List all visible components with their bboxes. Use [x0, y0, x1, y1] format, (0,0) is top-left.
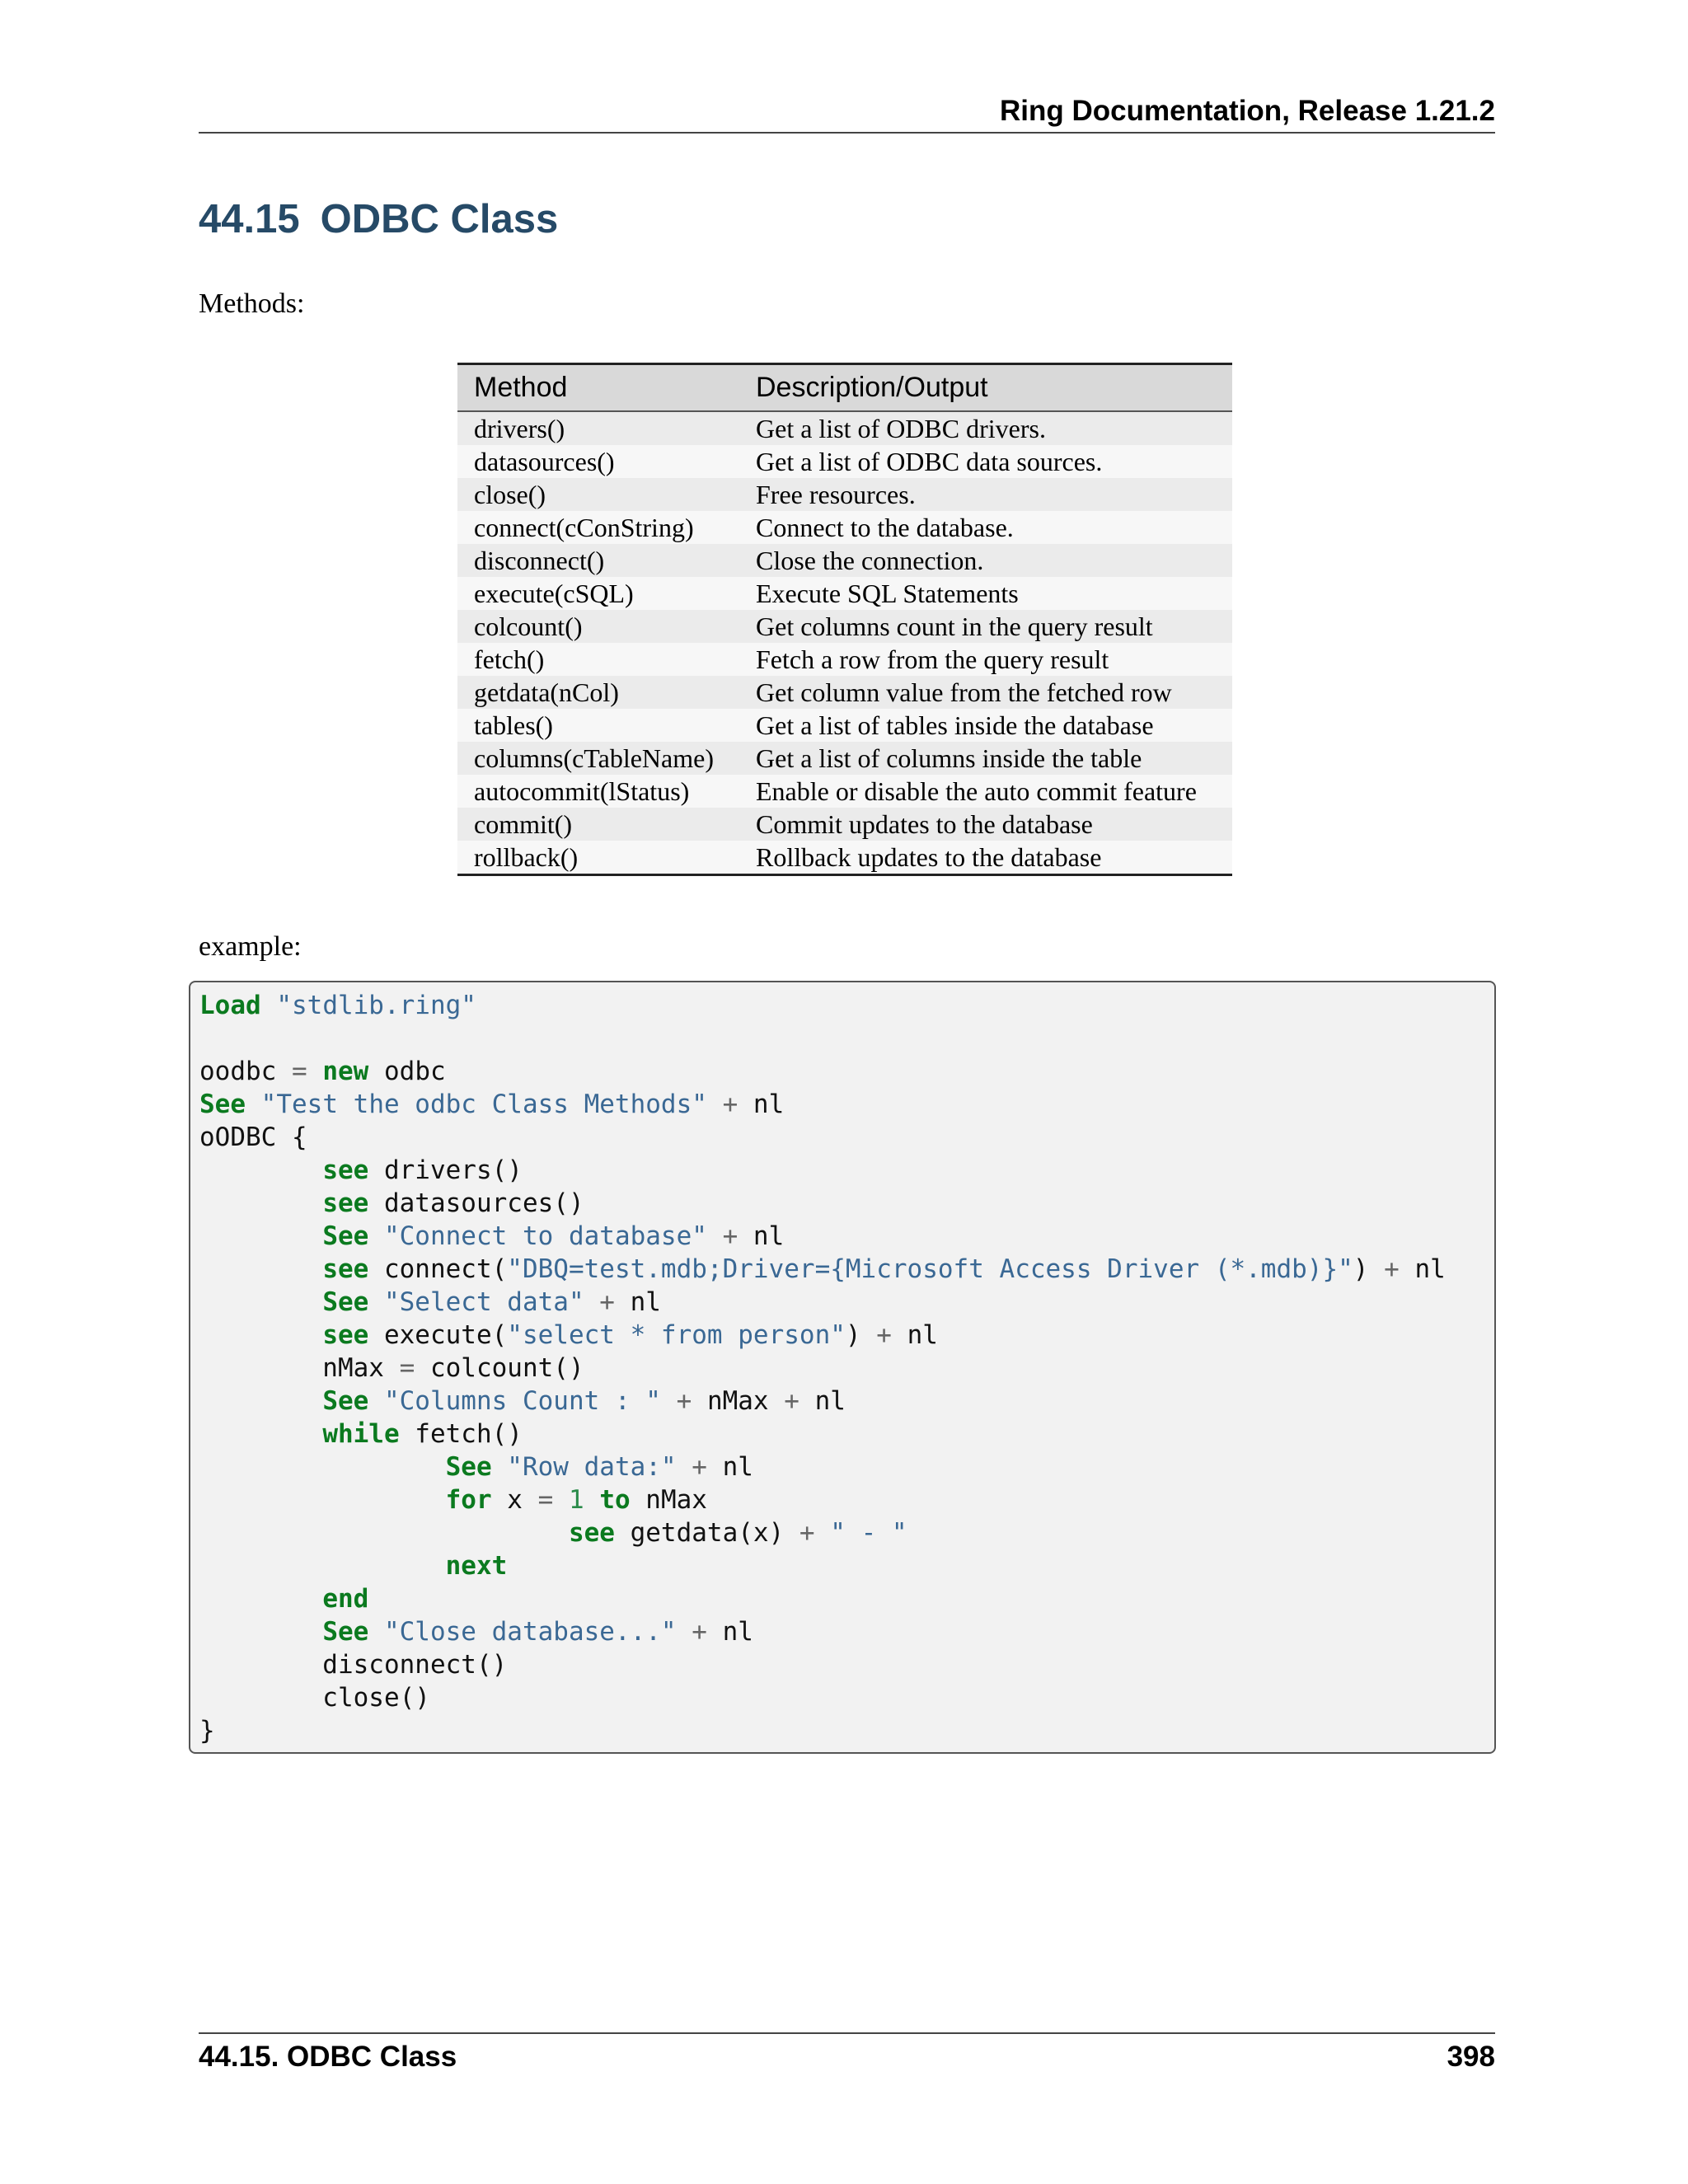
- code-line: [199, 1022, 1494, 1055]
- code-token: [199, 1221, 322, 1251]
- method-cell: autocommit(lStatus): [457, 775, 739, 808]
- code-token: end: [322, 1584, 369, 1614]
- description-cell: Close the connection.: [739, 544, 1232, 577]
- description-cell: Get a list of columns inside the table: [739, 742, 1232, 775]
- code-token: See: [322, 1386, 369, 1416]
- section-title: ODBC Class: [320, 197, 559, 241]
- code-token: execute(: [368, 1320, 508, 1350]
- code-token: [199, 1386, 322, 1416]
- code-token: +: [722, 1090, 738, 1119]
- table-row: [457, 841, 1232, 875]
- description-cell: Fetch a row from the query result: [739, 643, 1232, 676]
- code-token: while: [322, 1419, 400, 1449]
- description-cell: Get a list of ODBC drivers.: [739, 411, 1232, 445]
- code-line: [199, 1681, 1494, 1714]
- code-token: Load: [199, 991, 261, 1020]
- code-token: +: [599, 1287, 615, 1317]
- code-token: nMax: [630, 1485, 707, 1515]
- code-token: [307, 1057, 323, 1086]
- code-token: drivers(): [368, 1155, 523, 1185]
- code-example: [189, 981, 1496, 1754]
- code-token: "Columns Count : ": [383, 1386, 661, 1416]
- code-line: [199, 1648, 1494, 1681]
- code-token: see: [322, 1254, 369, 1284]
- code-line: [199, 1451, 1494, 1483]
- column-header-method: Method: [457, 364, 739, 412]
- code-token: [677, 1452, 692, 1482]
- code-token: [815, 1518, 831, 1548]
- code-token: +: [799, 1518, 815, 1548]
- table-row: [457, 643, 1232, 676]
- code-token: [199, 1419, 322, 1449]
- code-line: [199, 1714, 1494, 1747]
- code-line: [199, 1582, 1494, 1615]
- code-token: [199, 1320, 322, 1350]
- code-token: ): [845, 1320, 877, 1350]
- code-token: See: [199, 1090, 246, 1119]
- code-line: [199, 1516, 1494, 1549]
- code-line: [199, 1615, 1494, 1648]
- column-header-description: Description/Output: [739, 364, 1232, 412]
- code-token: [199, 1188, 322, 1218]
- code-token: nl: [706, 1617, 753, 1647]
- code-token: disconnect(): [199, 1650, 508, 1680]
- code-token: +: [676, 1386, 692, 1416]
- code-token: [368, 1617, 384, 1647]
- method-cell: getdata(nCol): [457, 676, 739, 709]
- code-token: "Select data": [383, 1287, 584, 1317]
- code-token: nMax: [692, 1386, 785, 1416]
- section-heading: [199, 194, 558, 244]
- method-cell: execute(cSQL): [457, 577, 739, 610]
- code-token: [199, 1254, 322, 1284]
- method-cell: columns(cTableName): [457, 742, 739, 775]
- code-token: nl: [706, 1452, 753, 1482]
- code-token: new: [322, 1057, 369, 1086]
- code-line: [199, 1055, 1494, 1088]
- method-cell: drivers(): [457, 411, 739, 445]
- code-token: "Connect to database": [383, 1221, 707, 1251]
- code-token: datasources(): [368, 1188, 584, 1218]
- footer-section-title: 44.15. ODBC Class: [199, 2041, 457, 2073]
- code-line: [199, 1352, 1494, 1385]
- table-row: [457, 511, 1232, 544]
- code-line: [199, 1418, 1494, 1451]
- code-token: [199, 1452, 446, 1482]
- code-token: [368, 1386, 384, 1416]
- method-cell: disconnect(): [457, 544, 739, 577]
- code-token: [677, 1617, 692, 1647]
- code-token: odbc: [368, 1057, 446, 1086]
- table-row: [457, 808, 1232, 841]
- code-token: =: [291, 1057, 307, 1086]
- code-token: see: [322, 1155, 369, 1185]
- code-token: x: [491, 1485, 538, 1515]
- code-token: colcount(): [415, 1353, 584, 1383]
- code-line: [199, 1121, 1494, 1154]
- code-token: [199, 1617, 322, 1647]
- code-token: +: [692, 1617, 707, 1647]
- code-token: nl: [799, 1386, 846, 1416]
- page-header: [199, 92, 1495, 134]
- code-token: [246, 1090, 261, 1119]
- code-token: [492, 1452, 508, 1482]
- code-token: nl: [614, 1287, 661, 1317]
- table-row: [457, 742, 1232, 775]
- code-token: [553, 1485, 569, 1515]
- table-row: [457, 478, 1232, 511]
- code-token: See: [322, 1287, 369, 1317]
- code-token: =: [537, 1485, 554, 1515]
- code-line: [199, 1549, 1494, 1582]
- code-token: oodbc: [199, 1057, 292, 1086]
- description-cell: Get columns count in the query result: [739, 610, 1232, 643]
- code-token: [261, 991, 277, 1020]
- table-row: [457, 610, 1232, 643]
- example-label: example:: [199, 931, 302, 962]
- code-token: [199, 1485, 446, 1515]
- code-token: [661, 1386, 677, 1416]
- code-token: to: [599, 1485, 631, 1515]
- code-token: fetch(): [399, 1419, 523, 1449]
- code-line: [199, 1187, 1494, 1220]
- method-cell: connect(cConString): [457, 511, 739, 544]
- code-token: ): [1353, 1254, 1385, 1284]
- page-footer: [199, 2032, 1495, 2080]
- code-token: "Row data:": [507, 1452, 677, 1482]
- code-token: =: [399, 1353, 415, 1383]
- table-row: [457, 775, 1232, 808]
- method-cell: datasources(): [457, 445, 739, 478]
- code-token: close(): [199, 1683, 430, 1713]
- code-token: [707, 1221, 723, 1251]
- code-token: "stdlib.ring": [276, 991, 476, 1020]
- code-line: [199, 1154, 1494, 1187]
- table-row: [457, 577, 1232, 610]
- code-token: [199, 1155, 322, 1185]
- code-token: [199, 1287, 322, 1317]
- code-line: [199, 1220, 1494, 1253]
- code-token: [199, 1518, 569, 1548]
- code-token: " - ": [830, 1518, 907, 1548]
- code-token: [199, 1551, 446, 1581]
- code-line: [199, 1088, 1494, 1121]
- description-cell: Rollback updates to the database: [739, 841, 1232, 875]
- code-token: +: [876, 1320, 892, 1350]
- table-row: [457, 709, 1232, 742]
- code-token: nMax: [199, 1353, 400, 1383]
- description-cell: Connect to the database.: [739, 511, 1232, 544]
- code-token: nl: [891, 1320, 938, 1350]
- table-row: [457, 411, 1232, 445]
- description-cell: Get a list of ODBC data sources.: [739, 445, 1232, 478]
- code-token: [584, 1287, 600, 1317]
- code-token: [368, 1221, 384, 1251]
- code-token: "Close database...": [383, 1617, 677, 1647]
- code-token: +: [784, 1386, 799, 1416]
- code-token: connect(: [368, 1254, 508, 1284]
- code-token: oODBC {: [199, 1122, 307, 1152]
- code-token: getdata(x): [614, 1518, 799, 1548]
- table-row: [457, 544, 1232, 577]
- page-number: 398: [1447, 2041, 1495, 2073]
- code-token: nl: [738, 1090, 785, 1119]
- code-line: [199, 1253, 1494, 1286]
- code-token: "Test the odbc Class Methods": [260, 1090, 707, 1119]
- code-line: [199, 1483, 1494, 1516]
- code-token: [584, 1485, 600, 1515]
- method-cell: fetch(): [457, 643, 739, 676]
- code-token: [368, 1287, 384, 1317]
- method-cell: commit(): [457, 808, 739, 841]
- methods-table-body: [457, 411, 1232, 875]
- code-token: +: [1384, 1254, 1400, 1284]
- description-cell: Enable or disable the auto commit feature: [739, 775, 1232, 808]
- method-cell: rollback(): [457, 841, 739, 875]
- code-token: for: [445, 1485, 492, 1515]
- code-token: "DBQ=test.mdb;Driver={Microsoft Access Driver (*.mdb)}": [507, 1254, 1353, 1284]
- methods-label: Methods:: [199, 288, 305, 319]
- method-cell: tables(): [457, 709, 739, 742]
- code-token: }: [199, 1716, 215, 1746]
- code-token: see: [322, 1188, 369, 1218]
- code-line: [199, 1319, 1494, 1352]
- method-cell: close(): [457, 478, 739, 511]
- description-cell: Get a list of tables inside the database: [739, 709, 1232, 742]
- description-cell: Get column value from the fetched row: [739, 676, 1232, 709]
- methods-table: [457, 363, 1232, 876]
- document-title: Ring Documentation, Release 1.21.2: [999, 95, 1495, 127]
- code-token: See: [445, 1452, 492, 1482]
- code-token: [199, 1584, 322, 1614]
- code-token: "select * from person": [507, 1320, 846, 1350]
- description-cell: Free resources.: [739, 478, 1232, 511]
- code-token: nl: [738, 1221, 785, 1251]
- description-cell: Commit updates to the database: [739, 808, 1232, 841]
- section-number: 44.15: [199, 197, 300, 241]
- code-token: see: [322, 1320, 369, 1350]
- code-token: nl: [1399, 1254, 1446, 1284]
- code-token: See: [322, 1617, 369, 1647]
- code-line: [199, 1385, 1494, 1418]
- code-token: See: [322, 1221, 369, 1251]
- table-row: [457, 445, 1232, 478]
- code-token: next: [445, 1551, 508, 1581]
- code-line: [199, 1286, 1494, 1319]
- method-cell: colcount(): [457, 610, 739, 643]
- code-token: see: [568, 1518, 615, 1548]
- table-row: [457, 676, 1232, 709]
- description-cell: Execute SQL Statements: [739, 577, 1232, 610]
- code-token: 1: [568, 1485, 584, 1515]
- code-token: [707, 1090, 723, 1119]
- table-header-row: [457, 364, 1232, 412]
- code-line: [199, 989, 1494, 1022]
- code-token: +: [692, 1452, 707, 1482]
- code-token: +: [722, 1221, 738, 1251]
